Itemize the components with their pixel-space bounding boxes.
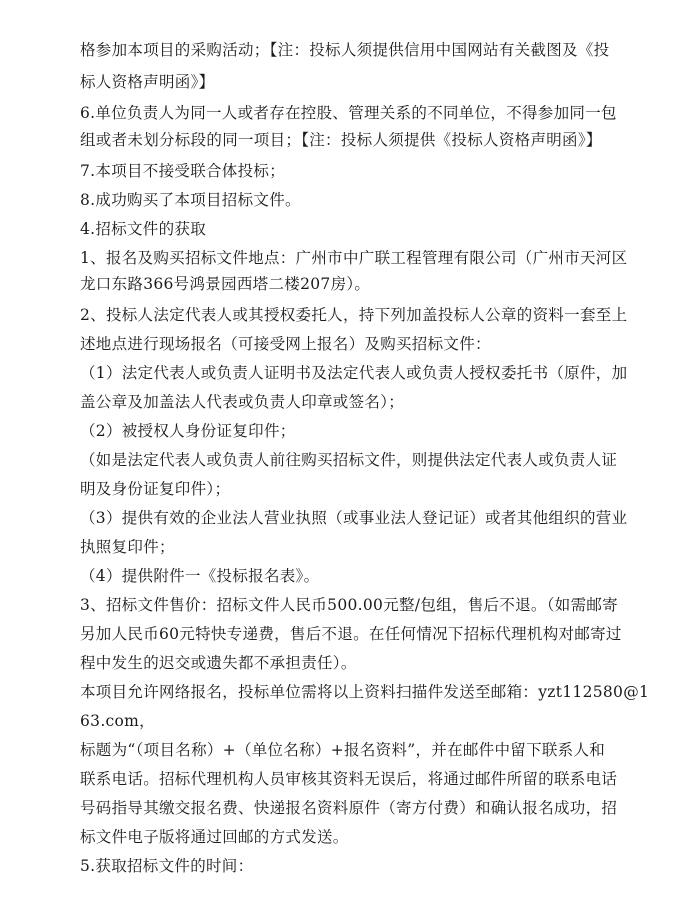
text-line: 2、投标人法定代表人或其授权委托人，持下列加盖投标人公章的资料一套至上: [80, 306, 628, 324]
text-line: 标文件电子版将通过回邮的方式发送。: [80, 828, 349, 846]
text-line: 联系电话。招标代理机构人员审核其资料无误后，将通过邮件所留的联系电话: [80, 770, 618, 788]
text-line: 号码指导其缴交报名费、快递报名资料原件（寄方付费）和确认报名成功，招: [80, 799, 618, 817]
text-line: 标题为“（项目名称）+（单位名称）+报名资料”，并在邮件中留下联系人和: [80, 741, 606, 759]
text-line: （1）法定代表人或负责人证明书及法定代表人或负责人授权委托书（原件，加: [80, 364, 628, 382]
text-line: （如是法定代表人或负责人前往购买招标文件，则提供法定代表人或负责人证: [80, 451, 618, 469]
text-line: 8.成功购买了本项目招标文件。: [80, 191, 301, 209]
text-line: 格参加本项目的采购活动；【注：投标人须提供信用中国网站有关截图及《投: [80, 41, 610, 59]
text-line: 述地点进行现场报名（可接受网上报名）及购买招标文件：: [80, 335, 491, 353]
text-line: 7.本项目不接受联合体投标；: [80, 162, 285, 180]
section-heading: 5.获取招标文件的时间：: [80, 857, 254, 875]
text-line: 盖公章及加盖法人代表或负责人印章或签名）；: [80, 393, 405, 411]
text-line: 龙口东路366号鸿景园西塔二楼207房）。: [80, 275, 371, 293]
text-line: 6.单位负责人为同一人或者存在控股、管理关系的不同单位，不得参加同一包: [80, 104, 617, 122]
text-line: 本项目允许网络报名，投标单位需将以上资料扫描件发送至邮箱：yzt112580@1: [80, 683, 650, 701]
text-line: 3、招标文件售价：招标文件人民币500.00元整/包组，售后不退。（如需邮寄: [80, 596, 618, 614]
text-line: （2）被授权人身份证复印件；: [80, 422, 296, 440]
section-heading: 4.招标文件的获取: [80, 220, 206, 238]
text-line: 63.com，: [80, 712, 155, 730]
text-line: 1、报名及购买招标文件地点：广州市中广联工程管理有限公司（广州市天河区: [80, 249, 628, 267]
text-line: 组或者未划分标段的同一项目；【注：投标人须提供《投标人资格声明函》】: [80, 131, 602, 149]
text-line: 标人资格声明函》】: [80, 73, 215, 91]
text-line: 执照复印件；: [80, 538, 175, 556]
text-line: （3）提供有效的企业法人营业执照（或事业法人登记证）或者其他组织的营业: [80, 509, 628, 527]
text-line: 明及身份证复印件）；: [80, 480, 231, 498]
text-line: 另加人民币60元特快专递费，售后不退。在任何情况下招标代理机构对邮寄过: [80, 625, 622, 643]
text-line: （4）提供附件一《投标报名表》。: [80, 567, 320, 585]
text-line: 程中发生的迟交或遗失都不承担责任）。: [80, 654, 357, 672]
